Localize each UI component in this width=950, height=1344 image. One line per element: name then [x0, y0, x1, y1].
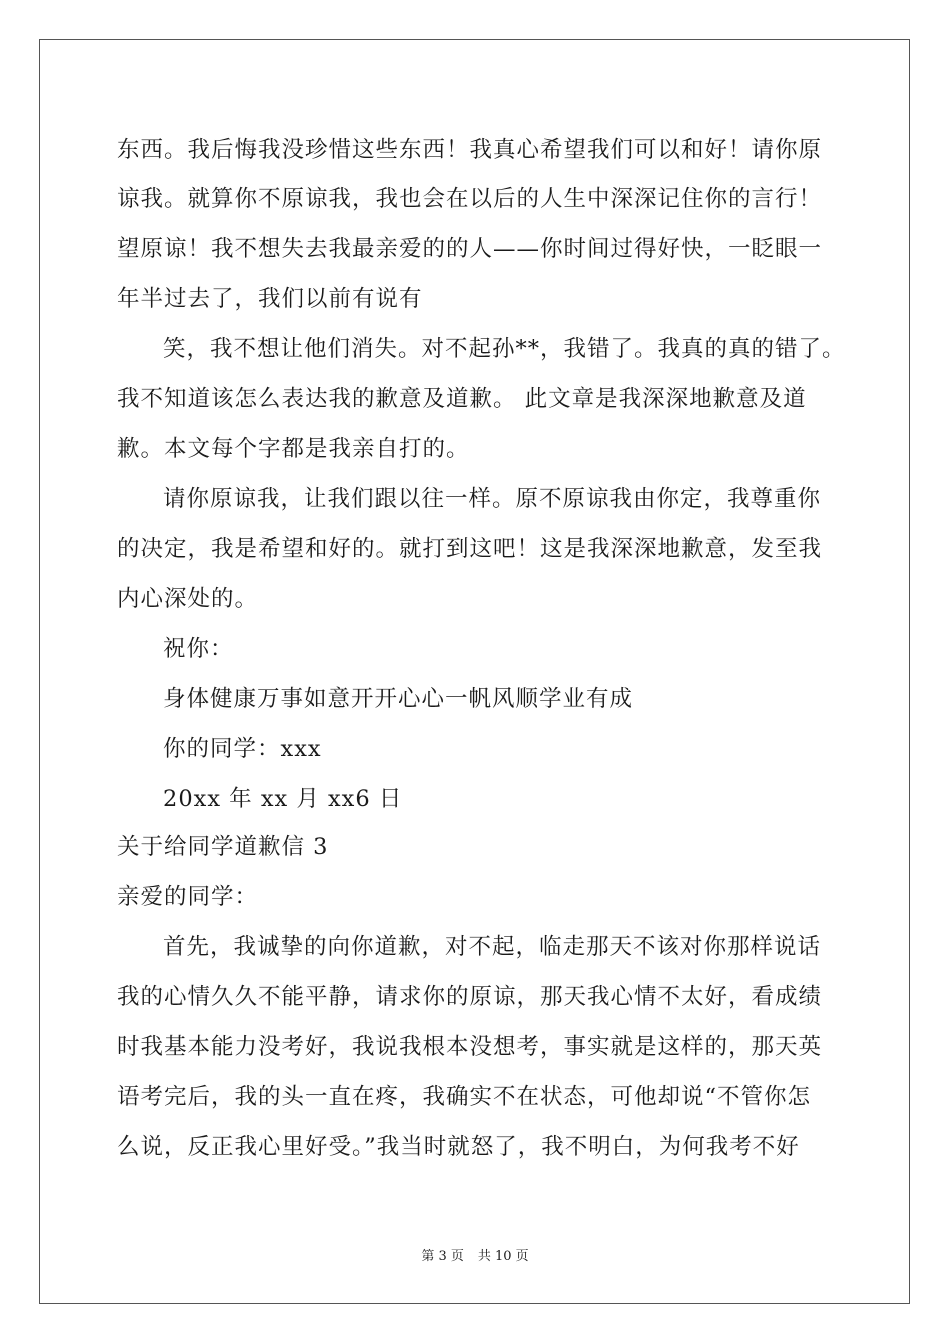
text-line: 的决定，我是希望和好的。就打到这吧！这是我深深地歉意，发至我: [117, 536, 823, 562]
text-line: 谅我。就算你不原谅我，我也会在以后的人生中深深记住你的言行！: [117, 186, 823, 212]
section-title: 关于给同学道歉信 3: [117, 834, 329, 860]
page-total: 共 10 页: [477, 1249, 529, 1264]
signature-line: 你的同学：xxx: [163, 736, 322, 762]
text-line: 语考完后，我的头一直在疼，我确实不在状态，可他却说“不管你怎: [117, 1084, 812, 1110]
text-line: 望原谅！我不想失去我最亲爱的的人——你时间过得好快，一眨眼一: [117, 236, 823, 262]
text-line: 内心深处的。: [117, 586, 259, 612]
text-line: 么说，反正我心里好受。”我当时就怒了，我不明白，为何我考不好: [117, 1134, 800, 1160]
page-footer: [0, 1248, 950, 1266]
text-line: 笑，我不想让他们消失。对不起孙**，我错了。我真的真的错了。: [163, 336, 846, 362]
wishes-line: 身体健康万事如意开开心心一帆风顺学业有成: [163, 686, 634, 712]
salutation-line: 亲爱的同学：: [117, 884, 259, 910]
text-line: 请你原谅我，让我们跟以往一样。原不原谅我由你定，我尊重你: [163, 486, 822, 512]
text-line: 年半过去了，我们以前有说有: [117, 286, 423, 312]
greeting-line: 祝你：: [163, 636, 234, 662]
text-line: 首先，我诚挚的向你道歉，对不起，临走那天不该对你那样说话: [163, 934, 822, 960]
page-border: [39, 39, 910, 1304]
date-line: 20xx 年 xx 月 xx6 日: [163, 786, 403, 812]
text-line: 我的心情久久不能平静，请求你的原谅，那天我心情不太好，看成绩: [117, 984, 823, 1010]
text-line: 时我基本能力没考好，我说我根本没想考，事实就是这样的，那天英: [117, 1034, 823, 1060]
text-line: 东西。我后悔我没珍惜这些东西！我真心希望我们可以和好！请你原: [117, 137, 823, 163]
page-number: 第 3 页: [421, 1249, 464, 1264]
text-line: 我不知道该怎么表达我的歉意及道歉。 此文章是我深深地歉意及道: [117, 386, 807, 412]
text-line: 歉。本文每个字都是我亲自打的。: [117, 436, 470, 462]
